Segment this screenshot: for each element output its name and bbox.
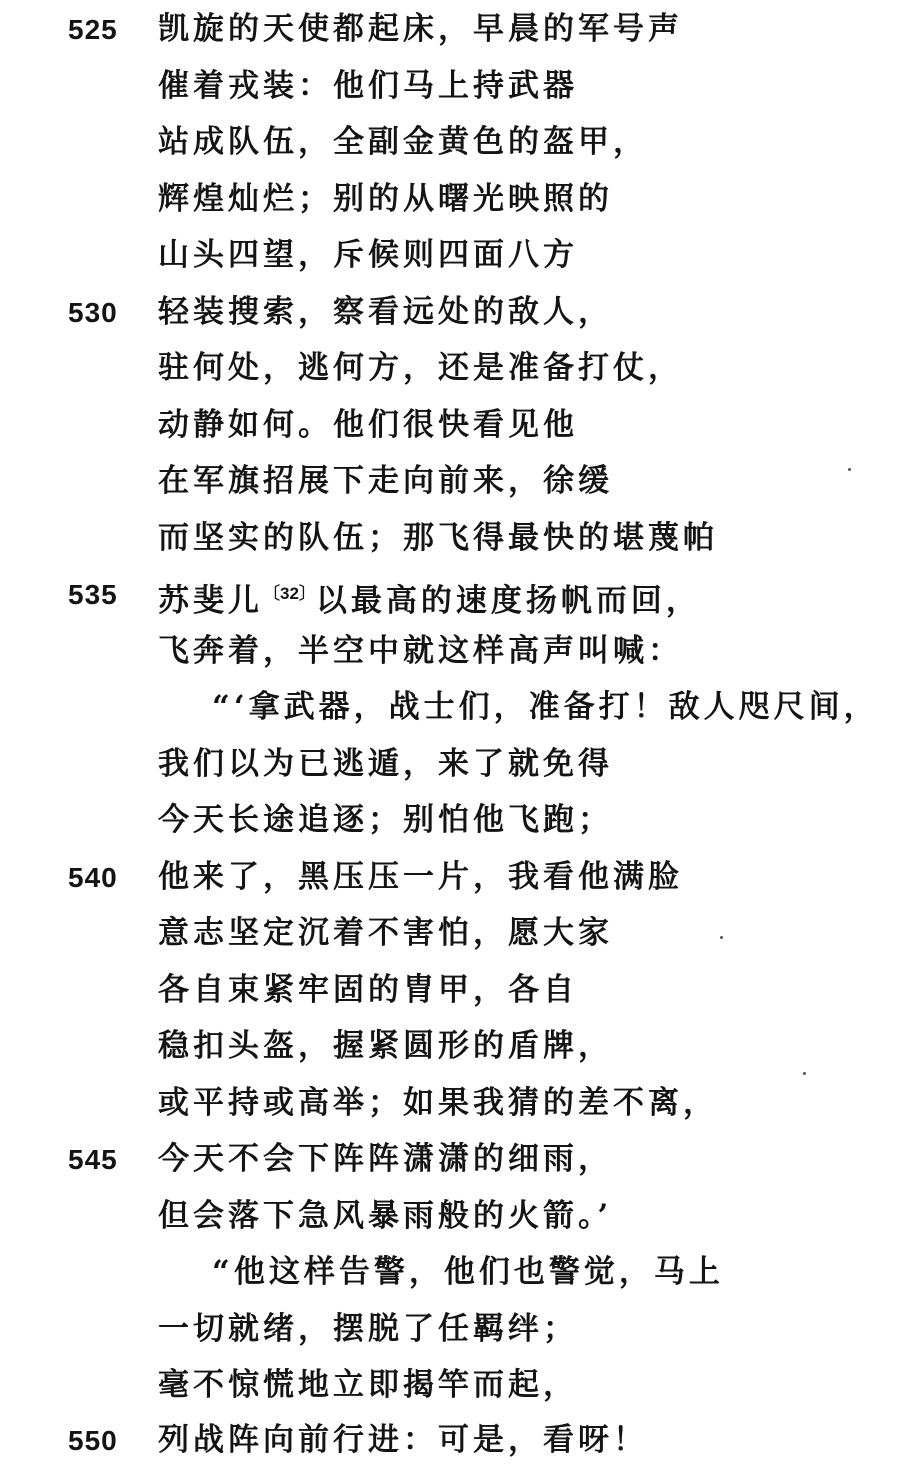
line-number: 530	[68, 297, 118, 328]
poem-line	[0, 172, 900, 228]
poem-line	[0, 228, 900, 284]
line-text: 催着戎装：他们马上持武器	[158, 68, 578, 104]
line-text: 但会落下急风暴雨般的火箭。’	[158, 1198, 613, 1234]
line-text: 山头四望，斥候则四面八方	[158, 237, 578, 273]
poem-line	[0, 1413, 900, 1469]
line-text: “‘拿武器，战士们，准备打！敌人咫尺间，	[212, 689, 879, 725]
line-number: 535	[68, 579, 118, 610]
poem-line	[0, 1358, 900, 1414]
scan-speck	[720, 936, 723, 939]
footnote-marker: 〔32〕	[263, 584, 316, 603]
line-text: 或平持或高举；如果我猜的差不离，	[158, 1085, 718, 1121]
line-text: 站成队伍，全副金黄色的盔甲，	[158, 124, 648, 160]
line-text: 稳扣头盔，握紧圆形的盾牌，	[158, 1028, 613, 1064]
poem-line	[0, 59, 900, 115]
line-text: 在军旗招展下走向前来，徐缓	[158, 463, 613, 499]
poem-line	[0, 1302, 900, 1358]
line-text: 他来了，黑压压一片，我看他满脸	[158, 859, 683, 895]
line-number: 550	[68, 1425, 118, 1456]
line-text: 各自束紧牢固的胄甲，各自	[158, 972, 578, 1008]
scan-speck	[803, 1072, 806, 1075]
line-text: 我们以为已逃遁，来了就免得	[158, 746, 613, 782]
line-text: 一切就绪，摆脱了任羁绊；	[158, 1311, 578, 1347]
line-text: 今天长途追逐；别怕他飞跑；	[158, 802, 613, 838]
line-number: 525	[68, 14, 118, 45]
poem-line	[0, 1019, 900, 1075]
poem-line	[0, 1076, 900, 1132]
poem-line	[0, 567, 900, 623]
poem-line	[0, 511, 900, 567]
poem-line	[0, 285, 900, 341]
scan-speck	[848, 468, 851, 471]
line-text: 列战阵向前行进：可是，看呀！	[158, 1422, 648, 1458]
poem-line	[0, 793, 900, 849]
poem-line	[0, 850, 900, 906]
line-text: 意志坚定沉着不害怕，愿大家	[158, 915, 613, 951]
poem-line	[0, 680, 900, 736]
poem-line	[0, 454, 900, 510]
line-text: 轻装搜索，察看远处的敌人，	[158, 294, 613, 330]
line-text: 而坚实的队伍；那飞得最快的堪蔑帕	[158, 520, 718, 556]
line-text: 凯旋的天使都起床，早晨的军号声	[158, 11, 683, 47]
poem-line	[0, 624, 900, 680]
line-text-before-note: 苏斐儿	[158, 583, 263, 619]
poem-line	[0, 1245, 900, 1301]
poem-line	[0, 1189, 900, 1245]
poem-line	[0, 1132, 900, 1188]
line-text: 毫不惊慌地立即揭竿而起，	[158, 1367, 578, 1403]
line-number: 540	[68, 862, 118, 893]
poem-line	[0, 115, 900, 171]
line-text-after-note: 以最高的速度扬帆而回，	[315, 583, 701, 619]
line-text: “他这样告警，他们也警觉，马上	[212, 1254, 724, 1290]
line-text: 驻何处，逃何方，还是准备打仗，	[158, 350, 683, 386]
poem-line	[0, 963, 900, 1019]
line-text: 动静如何。他们很快看见他	[158, 407, 578, 443]
line-text: 辉煌灿烂；别的从曙光映照的	[158, 181, 613, 217]
line-text: 飞奔着，半空中就这样高声叫喊：	[158, 633, 683, 669]
line-text	[158, 571, 701, 624]
poem-line	[0, 906, 900, 962]
poem-line	[0, 398, 900, 454]
poem-line	[0, 341, 900, 397]
poem-line	[0, 2, 900, 58]
poem-line	[0, 737, 900, 793]
line-text: 今天不会下阵阵潇潇的细雨，	[158, 1141, 613, 1177]
line-number: 545	[68, 1144, 118, 1175]
